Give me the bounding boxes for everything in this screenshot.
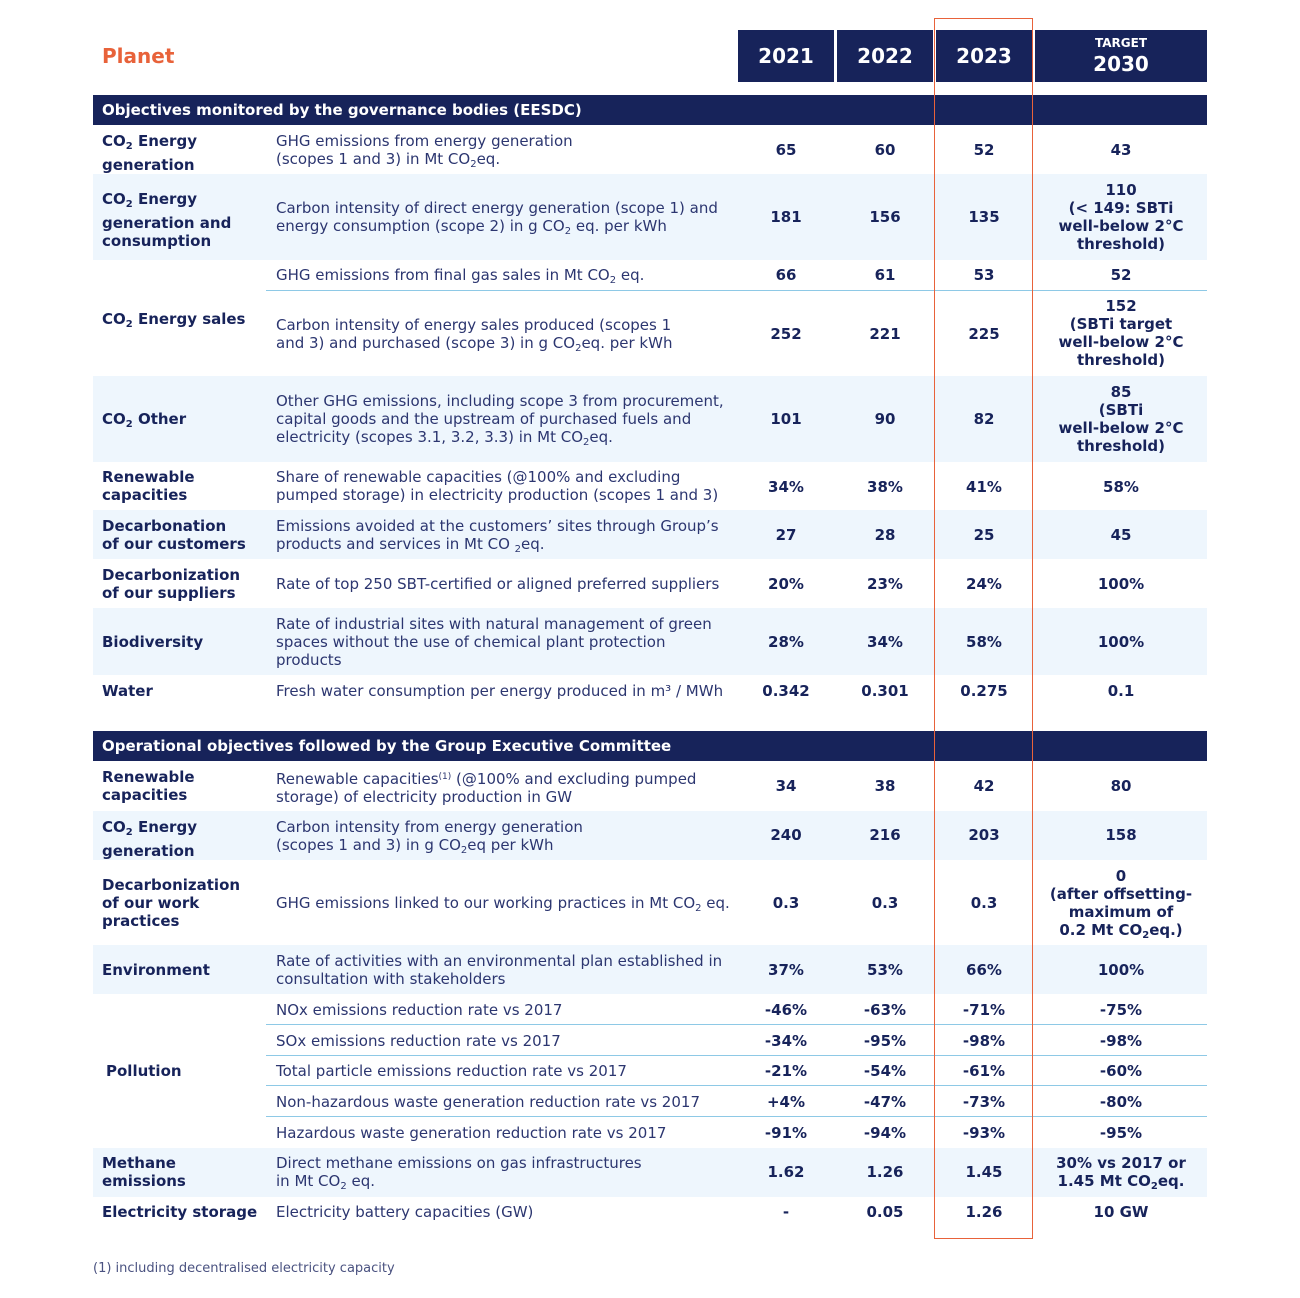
- value-cell: 101: [770, 410, 802, 428]
- value-cell: 27: [775, 526, 797, 544]
- target-cell: 80: [1110, 777, 1132, 795]
- target-label: TARGET: [1094, 36, 1147, 50]
- value-cell: -95%: [863, 1032, 907, 1050]
- row-label-electricity-storage: Electricity storage: [102, 1203, 258, 1221]
- value-cell: -71%: [962, 1001, 1006, 1019]
- row-desc-nox: NOx emissions reduction rate vs 2017: [276, 1001, 563, 1019]
- value-cell: -46%: [764, 1001, 808, 1019]
- target-cell: 110 (< 149: SBTi well-below 2°C threshold): [1058, 181, 1184, 253]
- row-divider: [266, 1055, 1207, 1056]
- value-cell: 225: [968, 325, 1000, 343]
- value-cell: 34: [775, 777, 797, 795]
- value-cell: 0.342: [762, 682, 810, 700]
- row-desc-sbt-suppliers: Rate of top 250 SBT-certified or aligned preferred suppliers: [276, 575, 720, 593]
- value-cell: 38%: [867, 478, 903, 496]
- column-header-2021: 2021: [738, 30, 834, 82]
- value-cell: 20%: [768, 575, 804, 593]
- row-desc-carbon-intensity-sales: Carbon intensity of energy sales produced (scopes 1 and 3) and purchased (scope 3) in g $CO_2eq$. per kWh: [276, 316, 673, 354]
- target-cell: 52: [1110, 266, 1132, 284]
- value-cell: -54%: [863, 1062, 907, 1080]
- column-header-2023: 2023: [936, 30, 1032, 82]
- target-cell: 58%: [1103, 478, 1139, 496]
- target-cell: -60%: [1099, 1062, 1143, 1080]
- value-cell: 25: [973, 526, 995, 544]
- highlight-2023-column: [934, 18, 1033, 1239]
- row-desc-renewable-gw: Renewable capacities$^{(1)}$ (@100% and excluding pumped storage) of electricity production in GW: [276, 770, 697, 806]
- row-desc-share-renewable: Share of renewable capacities (@100% and excluding pumped storage) in electricity production (scopes 1 and 3): [276, 468, 719, 504]
- value-cell: 0.3: [772, 894, 800, 912]
- row-label-co2-energy-generation-op: $CO_2$ Energy generation: [102, 818, 197, 860]
- row-label-environment: Environment: [102, 961, 210, 979]
- row-label-methane-emissions: Methane emissions: [102, 1154, 186, 1190]
- section-header-governance: Objectives monitored by the governance bodies (EESDC): [93, 95, 1207, 125]
- value-cell: +4%: [766, 1093, 806, 1111]
- value-cell: 0.275: [960, 682, 1008, 700]
- row-desc-ghg-gas-sales: GHG emissions from final gas sales in Mt $CO_2$ eq.: [276, 266, 645, 286]
- target-cell: 85 (SBTi well-below 2°C threshold): [1058, 383, 1184, 455]
- row-label-co2-energy-generation: $CO_2$ Energy generation: [102, 132, 197, 174]
- value-cell: 34%: [867, 633, 903, 651]
- value-cell: 37%: [768, 961, 804, 979]
- value-cell: 60: [874, 141, 896, 159]
- value-cell: 0.301: [861, 682, 909, 700]
- value-cell: 34%: [768, 478, 804, 496]
- target-cell: 100%: [1097, 633, 1145, 651]
- value-cell: -47%: [863, 1093, 907, 1111]
- value-cell: 0.3: [871, 894, 899, 912]
- column-header-target: [1035, 30, 1207, 82]
- target-cell: 10 GW: [1093, 1203, 1149, 1221]
- row-desc-sox: SOx emissions reduction rate vs 2017: [276, 1032, 561, 1050]
- page-title: Planet: [102, 44, 175, 68]
- value-cell: 23%: [867, 575, 903, 593]
- row-desc-non-hazardous-waste: Non-hazardous waste generation reduction rate vs 2017: [276, 1093, 700, 1111]
- row-label-biodiversity: Biodiversity: [102, 633, 204, 651]
- target-cell: 43: [1110, 141, 1132, 159]
- row-desc-methane: Direct methane emissions on gas infrastructures in Mt $CO_2$ eq.: [276, 1154, 642, 1192]
- value-cell: 66: [775, 266, 797, 284]
- value-cell: 221: [869, 325, 901, 343]
- row-label-co2-energy-generation-consumption: $CO_2$ Energy generation and consumption: [102, 190, 232, 250]
- target-cell: 152 (SBTi target well-below 2°C threshold): [1058, 297, 1184, 369]
- value-cell: 216: [869, 826, 901, 844]
- value-cell: 53: [973, 266, 995, 284]
- footnote: (1) including decentralised electricity capacity: [93, 1261, 395, 1276]
- row-divider: [266, 1024, 1207, 1025]
- row-desc-particles: Total particle emissions reduction rate vs 2017: [276, 1062, 627, 1080]
- value-cell: 53%: [867, 961, 903, 979]
- value-cell: 38: [874, 777, 896, 795]
- value-cell: 66%: [966, 961, 1002, 979]
- row-divider: [266, 1116, 1207, 1117]
- section-header-operational: Operational objectives followed by the Group Executive Committee: [93, 731, 1207, 761]
- row-desc-battery: Electricity battery capacities (GW): [276, 1203, 534, 1221]
- value-cell: 1.62: [767, 1163, 805, 1181]
- target-year: 2030: [1093, 52, 1149, 76]
- target-cell: -75%: [1099, 1001, 1143, 1019]
- row-desc-other-ghg: Other GHG emissions, including scope 3 from procurement, capital goods and the upstream of purchased fuels and electricity (scopes 3.1, 3.2, 3.3) in Mt $CO_2eq$.: [276, 392, 724, 448]
- value-cell: -94%: [863, 1124, 907, 1142]
- value-cell: 28: [874, 526, 896, 544]
- row-label-renewable-capacities: Renewable capacities: [102, 468, 195, 504]
- value-cell: 181: [770, 208, 802, 226]
- row-label-decarbonation-customers: Decarbonation of our customers: [102, 517, 246, 553]
- value-cell: 28%: [768, 633, 804, 651]
- value-cell: -61%: [962, 1062, 1006, 1080]
- value-cell: -91%: [764, 1124, 808, 1142]
- row-label-renewable-capacities-op: Renewable capacities: [102, 768, 195, 804]
- target-cell: 0 (after offsetting- maximum of 0.2 Mt $CO_2eq$.): [1049, 867, 1193, 941]
- target-cell: 100%: [1097, 575, 1145, 593]
- row-divider: [266, 1085, 1207, 1086]
- row-desc-ghg-working-practices: GHG emissions linked to our working practices in Mt $CO_2$ eq.: [276, 894, 730, 914]
- value-cell: 240: [770, 826, 802, 844]
- value-cell: -63%: [863, 1001, 907, 1019]
- row-desc-ghg-energy-generation: GHG emissions from energy generation (scopes 1 and 3) in Mt $CO_2eq$.: [276, 132, 573, 170]
- row-desc-fresh-water: Fresh water consumption per energy produced in m³ / MWh: [276, 682, 724, 700]
- row-label-co2-other: $CO_2$ Other: [102, 410, 187, 430]
- row-label-decarbonization-suppliers: Decarbonization of our suppliers: [102, 566, 241, 602]
- value-cell: 24%: [966, 575, 1002, 593]
- value-cell: -98%: [962, 1032, 1006, 1050]
- value-cell: 41%: [966, 478, 1002, 496]
- value-cell: -34%: [764, 1032, 808, 1050]
- column-header-2022: 2022: [837, 30, 933, 82]
- row-divider: [266, 290, 1207, 291]
- row-desc-environmental-plan: Rate of activities with an environmental plan established in consultation with stakeholders: [276, 952, 723, 988]
- value-cell: 52: [973, 141, 995, 159]
- target-cell: 0.1: [1107, 682, 1135, 700]
- row-desc-carbon-intensity-generation: Carbon intensity from energy generation (scopes 1 and 3) in g $CO_2eq$ per kWh: [276, 818, 583, 856]
- value-cell: 135: [968, 208, 1000, 226]
- value-cell: 58%: [966, 633, 1002, 651]
- row-label-water: Water: [102, 682, 153, 700]
- value-cell: 61: [874, 266, 896, 284]
- target-cell: -98%: [1099, 1032, 1143, 1050]
- row-desc-hazardous-waste: Hazardous waste generation reduction rate vs 2017: [276, 1124, 667, 1142]
- value-cell: 0.3: [970, 894, 998, 912]
- value-cell: 156: [869, 208, 901, 226]
- target-cell: -80%: [1099, 1093, 1143, 1111]
- value-cell: -93%: [962, 1124, 1006, 1142]
- value-cell: 1.26: [965, 1203, 1003, 1221]
- value-cell: -21%: [764, 1062, 808, 1080]
- row-label-decarbonization-work-practices: Decarbonization of our work practices: [102, 876, 241, 930]
- value-cell: 65: [775, 141, 797, 159]
- value-cell: 203: [968, 826, 1000, 844]
- row-desc-carbon-intensity-direct: Carbon intensity of direct energy generation (scope 1) and energy consumption (scope 2) in g $CO_2$ eq. per kWh: [276, 199, 718, 237]
- value-cell: 42: [973, 777, 995, 795]
- target-cell: 30% vs 2017 or 1.45 Mt $CO_2eq$.: [1056, 1154, 1186, 1192]
- value-cell: 82: [973, 410, 995, 428]
- value-cell: 90: [874, 410, 896, 428]
- row-label-pollution: Pollution: [106, 1062, 182, 1080]
- row-desc-industrial-sites: Rate of industrial sites with natural management of green spaces without the use of chemical plant protection products: [276, 615, 712, 669]
- value-cell: -: [782, 1203, 790, 1221]
- target-cell: 45: [1110, 526, 1132, 544]
- value-cell: 0.05: [866, 1203, 904, 1221]
- value-cell: -73%: [962, 1093, 1006, 1111]
- value-cell: 252: [770, 325, 802, 343]
- value-cell: 1.26: [866, 1163, 904, 1181]
- target-cell: 100%: [1097, 961, 1145, 979]
- row-desc-emissions-avoided: Emissions avoided at the customers’ sites through Group’s products and services in Mt CO $_2$eq.: [276, 517, 719, 555]
- target-cell: -95%: [1099, 1124, 1143, 1142]
- value-cell: 1.45: [965, 1163, 1003, 1181]
- target-cell: 158: [1105, 826, 1137, 844]
- row-label-co2-energy-sales: $CO_2$ Energy sales: [102, 310, 246, 330]
